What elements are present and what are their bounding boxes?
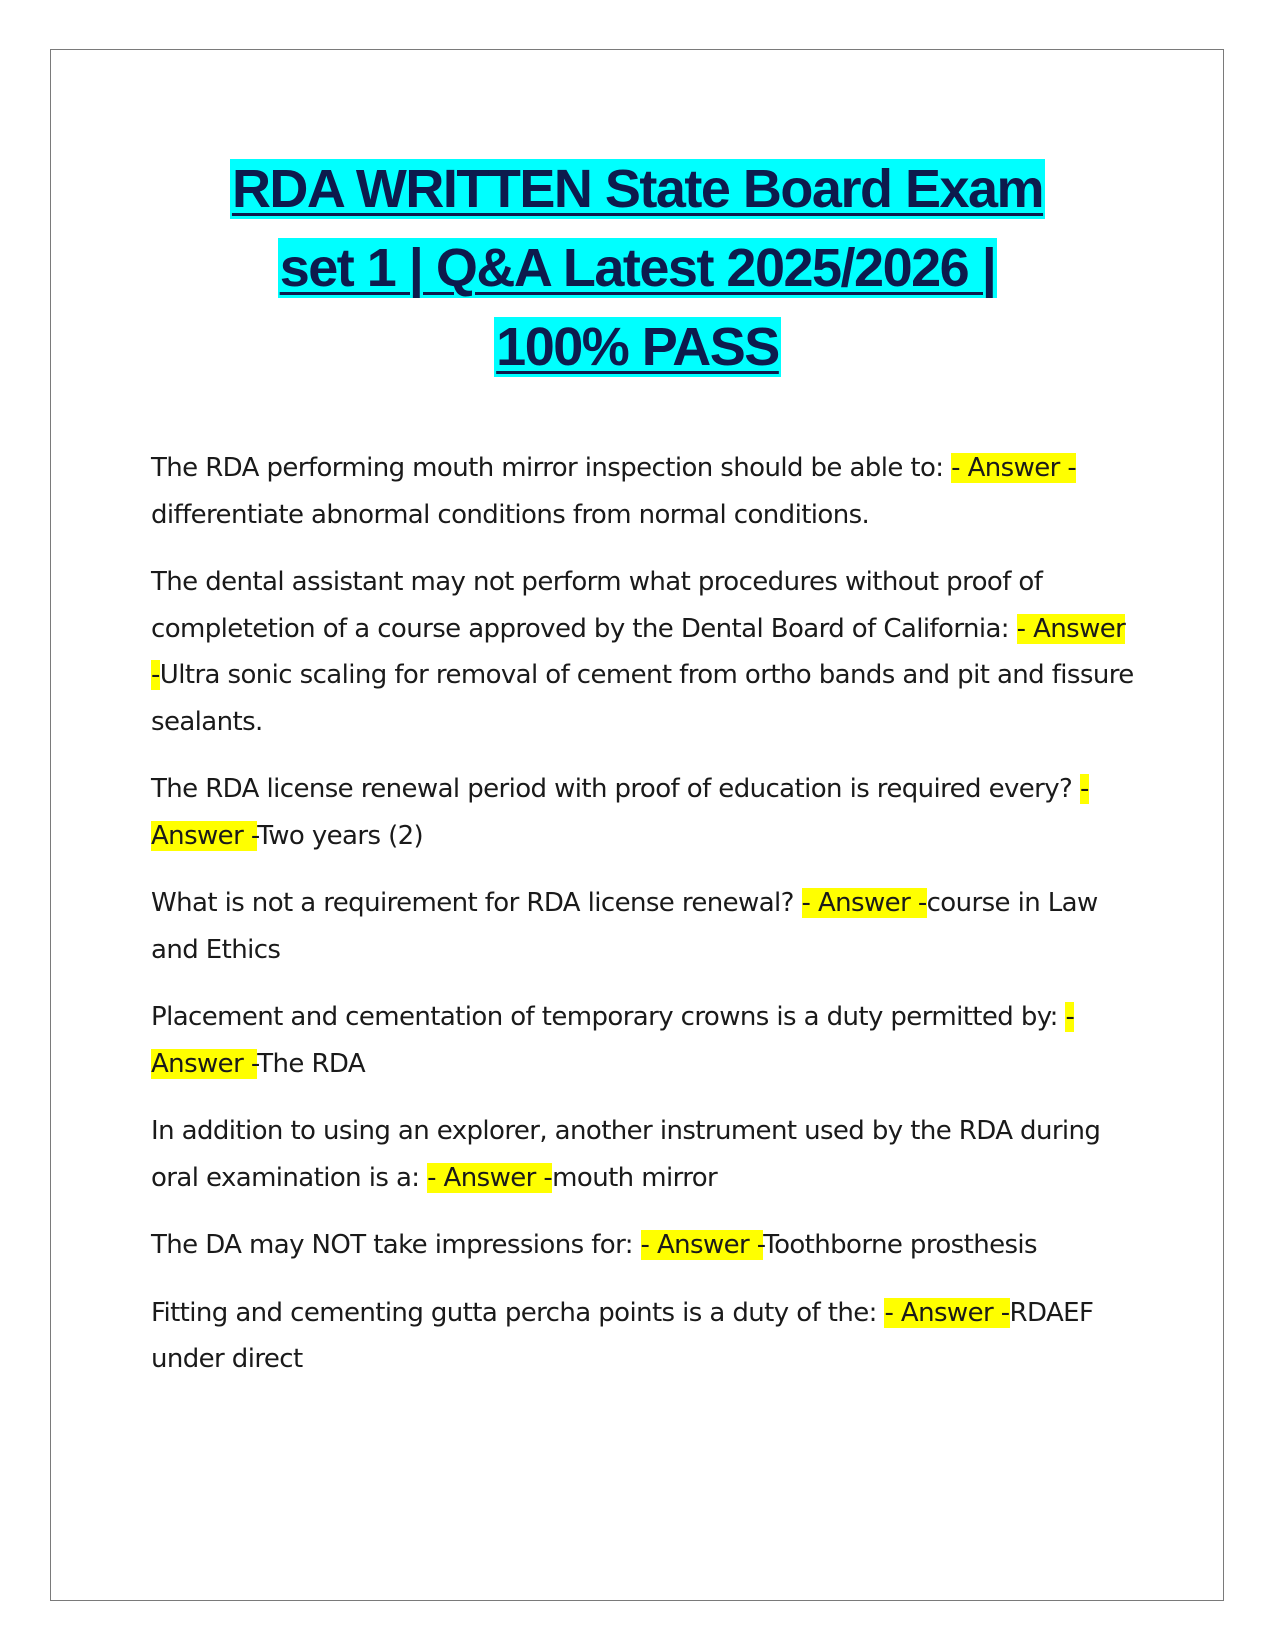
qa-list	[151, 445, 1141, 1404]
answer-marker: - Answer -	[951, 453, 1077, 483]
qa-item-2	[151, 559, 1141, 745]
answer-text: Ultra sonic scaling for removal of cement from ortho bands and pit and fissure sealants.	[151, 660, 1134, 737]
qa-item-8	[151, 1290, 1141, 1383]
question-text: What is not a requirement for RDA license renewal?	[151, 888, 802, 918]
document-title	[100, 150, 1175, 387]
question-text: The RDA license renewal period with proof of education is required every?	[151, 774, 1080, 804]
qa-item-3	[151, 766, 1141, 859]
answer-marker: - Answer -	[884, 1297, 1010, 1328]
answer-marker: - Answer -	[151, 1002, 1075, 1079]
question-text: The RDA performing mouth mirror inspection should be able to:	[151, 453, 952, 483]
answer-marker: - Answer -	[801, 888, 927, 918]
answer-marker: - Answer -	[427, 1162, 553, 1193]
qa-item-4	[151, 880, 1141, 973]
title-line-2: set 1 | Q&A Latest 2025/2026 |	[279, 238, 996, 298]
qa-item-7	[151, 1222, 1141, 1269]
question-text: Fitting and cementing gutta percha points is a duty of the:	[151, 1297, 885, 1328]
answer-text: Toothborne prosthesis	[763, 1230, 1037, 1260]
qa-item-6	[151, 1108, 1141, 1201]
answer-text: differentiate abnormal conditions from normal conditions.	[151, 499, 870, 530]
answer-text: RDAEF under direct	[151, 1297, 1094, 1374]
title-line-3: 100% PASS	[496, 317, 779, 377]
question-text: The DA may NOT take impressions for:	[151, 1230, 641, 1260]
title-line-1: RDA WRITTEN State Board Exam	[231, 159, 1044, 219]
answer-text: The RDA	[257, 1048, 366, 1079]
answer-marker: - Answer -	[640, 1230, 764, 1260]
answer-text: Two years (2)	[257, 820, 424, 851]
question-text: The dental assistant may not perform what procedures without proof of completetion of a course approved by the Dental Board of California:	[151, 567, 1043, 644]
answer-text: mouth mirror	[552, 1162, 718, 1193]
question-text: Placement and cementation of temporary crowns is a duty permitted by:	[151, 1002, 1066, 1032]
answer-marker: - Answer -	[151, 613, 1126, 690]
answer-marker: - Answer -	[151, 774, 1089, 851]
qa-item-1	[151, 445, 1141, 538]
question-text: In addition to using an explorer, another instrument used by the RDA during oral examination is a:	[151, 1116, 1101, 1193]
answer-text: course in Law and Ethics	[151, 888, 1098, 965]
qa-item-5	[151, 994, 1141, 1087]
